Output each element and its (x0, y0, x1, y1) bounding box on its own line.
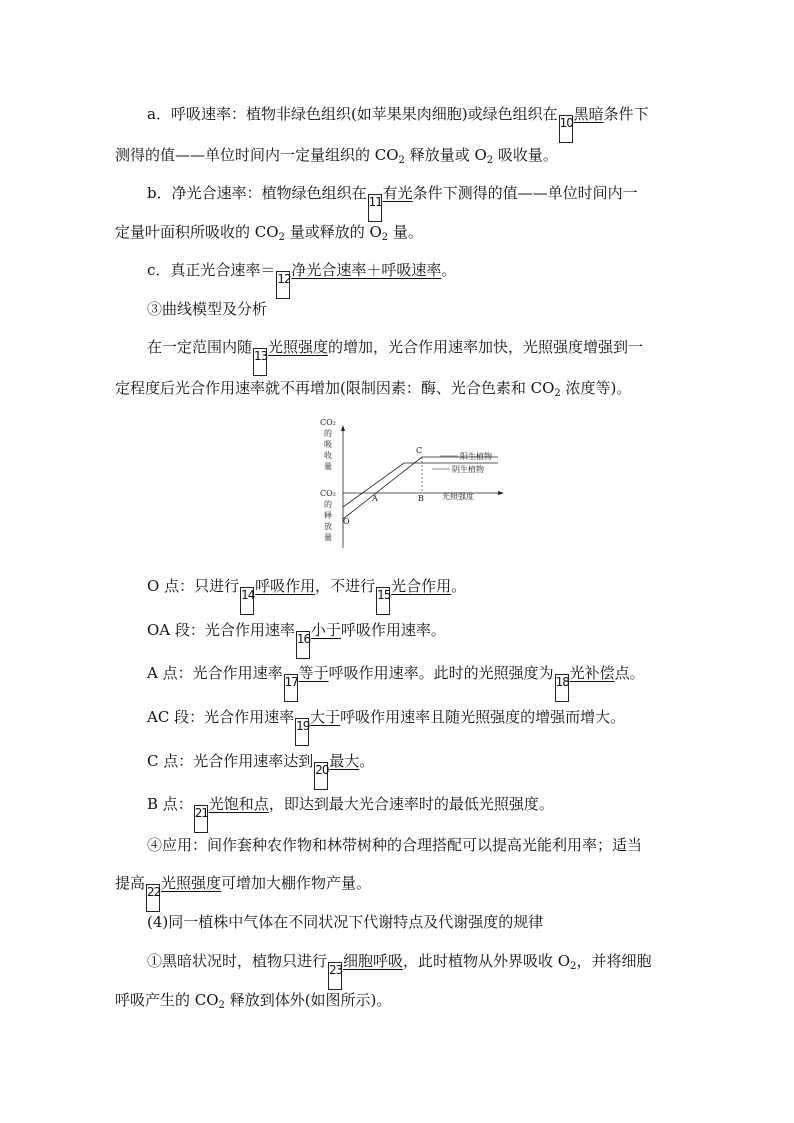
blank-number-box: 13 (253, 348, 267, 376)
text-line (147, 835, 642, 855)
answer-text: 光饱和点 (208, 795, 269, 813)
line-text: AC 段：光合作用速率 (147, 708, 295, 726)
text-line (115, 873, 371, 912)
text-line (147, 707, 625, 746)
line-text: c．真正光合速率＝ (147, 261, 276, 279)
x-axis-label: 光照强度 (442, 492, 474, 501)
line-text: A 点：光合作用速率 (147, 664, 283, 682)
line-text: 浓度等)。 (560, 379, 632, 397)
blank-number-box: 17 (284, 674, 298, 702)
blank-number-box: 23 (328, 962, 342, 990)
y-axis-arrow (341, 425, 345, 431)
text-line (147, 951, 652, 990)
line-text: ④应用：间作套种农作物和林带树种的合理搭配可以提高光能利用率；适当 (147, 836, 643, 854)
svg-text:收: 收 (324, 451, 332, 460)
answer-text: 光合作用 (391, 577, 452, 595)
line-text: 在一定范围内随 (147, 338, 253, 356)
svg-text:的: 的 (324, 429, 332, 438)
text-line (115, 222, 423, 242)
answer-text: 光照强度 (161, 874, 222, 892)
answer-text: 光补偿 (569, 664, 615, 682)
svg-text:CO₂: CO₂ (320, 418, 336, 427)
blank-number-box: 11 (368, 194, 382, 222)
svg-text:的: 的 (324, 500, 332, 509)
subscript: 2 (398, 155, 405, 166)
answer-text: 光照强度 (268, 338, 329, 356)
x-axis-arrow (498, 491, 504, 495)
svg-text:吸: 吸 (324, 440, 332, 449)
section-heading (147, 299, 267, 319)
line-text: 呼吸作用速率且随光照强度的增强而增大。 (340, 708, 626, 726)
text-line (147, 260, 456, 299)
line-text: ①黑暗状况时，植物只进行 (147, 952, 328, 970)
blank-number-box: 16 (296, 631, 310, 659)
line-text: 定量叶面积所吸收的 CO (115, 223, 279, 241)
section-heading (147, 912, 543, 932)
y-axis-bottom-label (320, 489, 336, 542)
line-text: OA 段：光合作用速率 (147, 621, 295, 639)
answer-text: 有光 (382, 184, 413, 202)
text-line (147, 751, 374, 790)
y-axis-top-label (320, 418, 336, 471)
text-line (147, 104, 649, 143)
subscript: 2 (486, 155, 494, 166)
sun-plant-label: 阳生植物 (460, 452, 492, 461)
line-text: ，并将细胞 (576, 952, 652, 970)
blank-number-box: 14 (240, 587, 254, 615)
line-text: 呼吸作用速率。此时的光照强度为 (328, 664, 554, 682)
line-text: 。 (359, 752, 375, 770)
line-text: b．净光合速率：植物绿色组织在 (147, 184, 367, 202)
blank-number-box: 10 (559, 115, 573, 143)
line-text: 点。 (614, 664, 645, 682)
line-text: O 点：只进行 (147, 577, 240, 595)
line-text: 条件下测得的值——单位时间内一 (412, 184, 638, 202)
svg-text:释: 释 (324, 511, 332, 520)
line-text: 量或释放的 O (284, 223, 382, 241)
line-text: 量。 (388, 223, 423, 241)
line-text: 。 (451, 577, 467, 595)
line-text: 条件下 (603, 105, 649, 123)
line-text: 吸收量。 (493, 146, 558, 164)
point-o-label: O (343, 517, 350, 526)
text-line (115, 145, 558, 165)
text-line (147, 183, 638, 222)
text-line (147, 576, 466, 615)
answer-text: 呼吸作用 (255, 577, 316, 595)
line-text: 定程度后光合作用速率就不再增加(限制因素：酶、光合色素和 CO (115, 379, 555, 397)
line-text: C 点：光合作用速率达到 (147, 752, 314, 770)
point-a-label: A (372, 494, 378, 503)
text-line (115, 990, 391, 1010)
line-text: 释放量或 O (404, 146, 487, 164)
line-text: 提高 (115, 874, 146, 892)
subscript: 2 (381, 232, 389, 243)
answer-text: 净光合速率＋呼吸速率 (291, 261, 442, 279)
svg-text:放: 放 (324, 522, 332, 531)
answer-text: 大于 (310, 708, 341, 726)
line-text: 释放到体外(如图所示)。 (224, 991, 392, 1009)
line-text: (4)同一植株中气体在不同状况下代谢特点及代谢强度的规律 (147, 913, 544, 931)
line-text: 可增加大棚作物产量。 (221, 874, 372, 892)
blank-number-box: 15 (376, 587, 390, 615)
blank-number-box: 20 (314, 762, 328, 790)
point-b-label: B (418, 494, 424, 503)
line-text: ③曲线模型及分析 (147, 300, 268, 318)
text-line (115, 378, 631, 398)
blank-number-box: 22 (146, 884, 160, 912)
subscript: 2 (554, 388, 561, 399)
line-text: 的增加，光合作用速率加快，光照强度增强到一 (328, 338, 644, 356)
line-text: 呼吸产生的 CO (115, 991, 219, 1009)
answer-text: 细胞呼吸 (343, 952, 404, 970)
blank-number-box: 19 (295, 718, 309, 746)
subscript: 2 (570, 961, 577, 972)
answer-text: 最大 (329, 752, 360, 770)
line-text: ，不进行 (315, 577, 376, 595)
subscript: 2 (278, 232, 285, 243)
svg-text:CO₂: CO₂ (320, 489, 336, 498)
line-text: ，即达到最大光合速率时的最低光照强度。 (268, 795, 554, 813)
line-text: ，此时植物从外界吸收 O (403, 952, 571, 970)
line-text: 呼吸作用速率。 (340, 621, 446, 639)
blank-number-box: 18 (555, 674, 569, 702)
blank-number-box: 21 (194, 805, 208, 833)
line-text: B 点： (147, 795, 193, 813)
answer-text: 等于 (298, 664, 329, 682)
text-line (147, 663, 645, 702)
answer-text: 黑暗 (573, 105, 604, 123)
line-text: a．呼吸速率：植物非绿色组织(如苹果果肉细胞)或绿色组织在 (147, 105, 558, 123)
line-text: 。 (441, 261, 457, 279)
svg-text:量: 量 (324, 462, 332, 471)
blank-number-box: 12 (276, 271, 290, 299)
light-intensity-curve-figure (312, 415, 512, 550)
text-line (147, 794, 554, 833)
subscript: 2 (218, 1000, 225, 1011)
text-line (147, 337, 643, 376)
line-text: 测得的值——单位时间内一定量组织的 CO (115, 146, 399, 164)
answer-text: 小于 (310, 621, 341, 639)
shade-plant-label: 阴生植物 (452, 465, 484, 474)
point-c-label: C (416, 446, 423, 455)
text-line (147, 620, 446, 659)
svg-text:量: 量 (324, 533, 332, 542)
